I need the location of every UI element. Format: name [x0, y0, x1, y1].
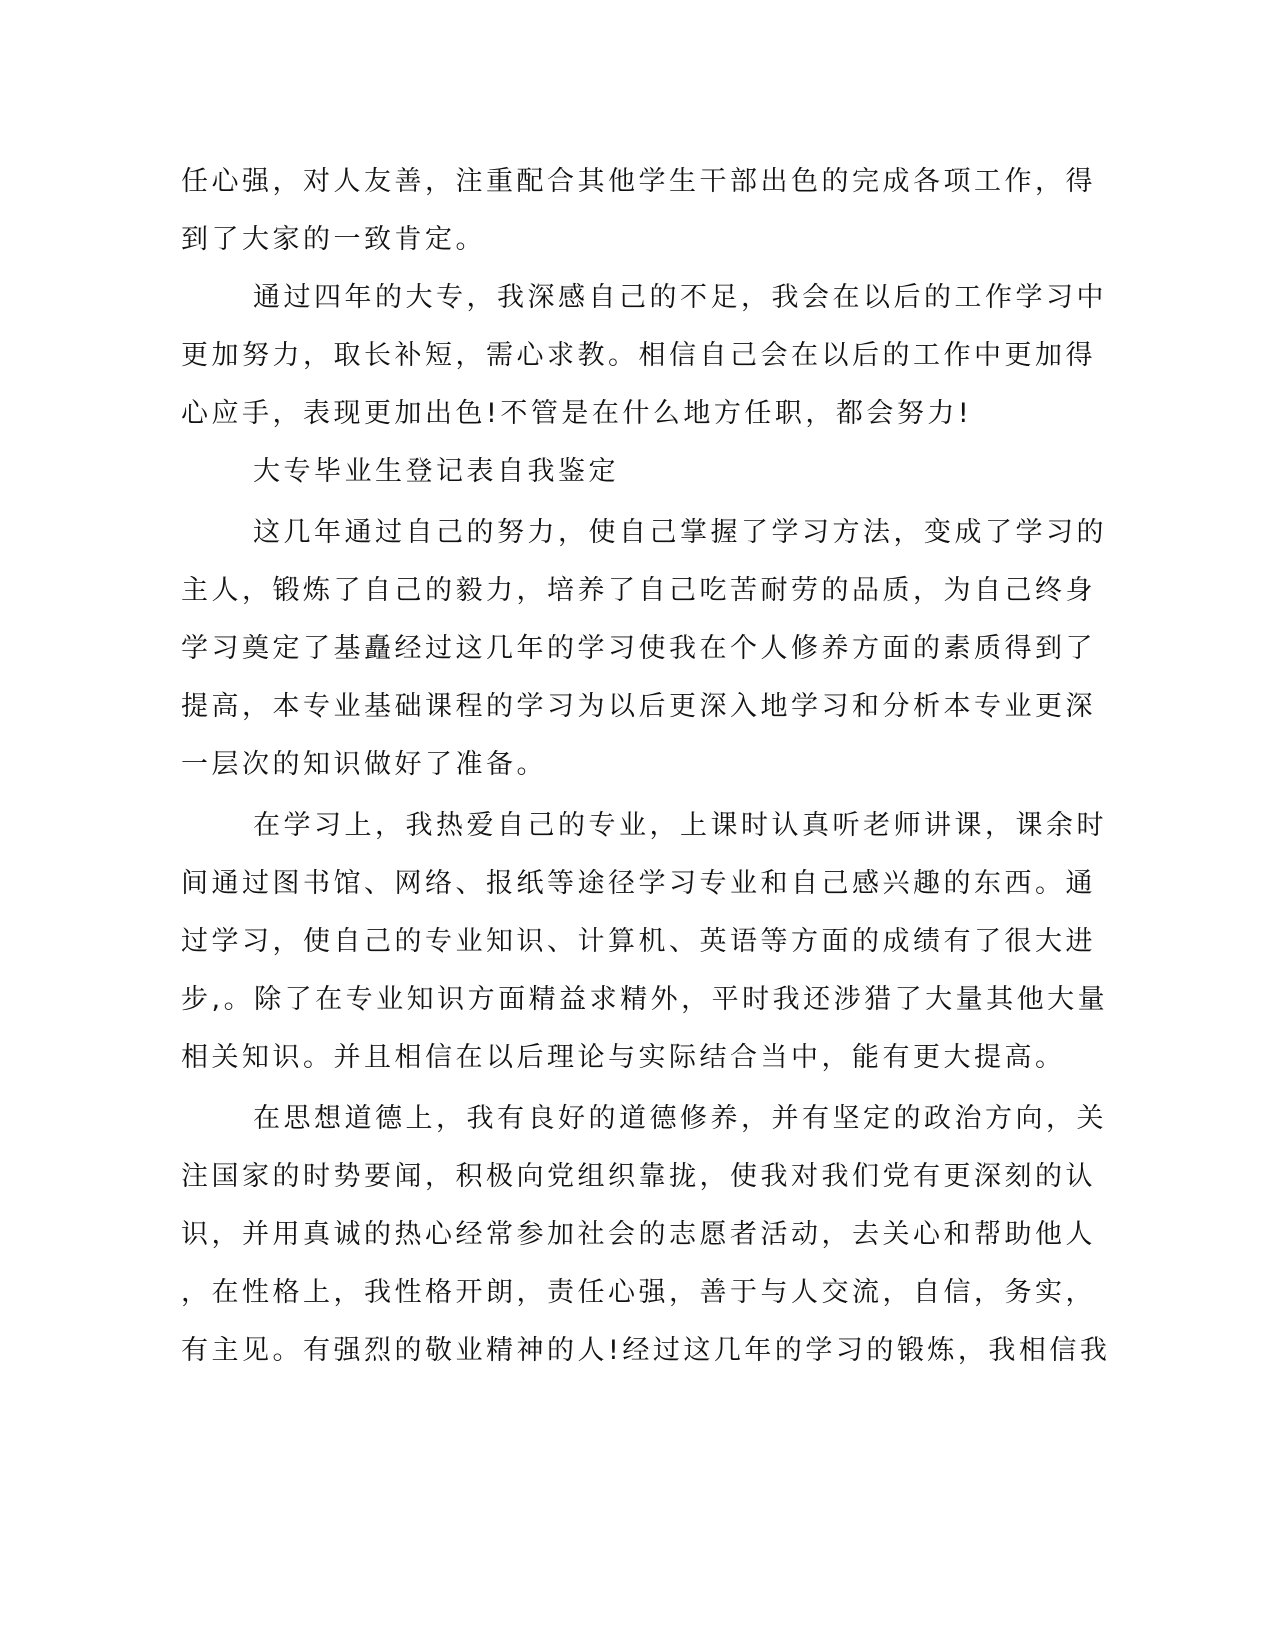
text-line: 过学习，使自己的专业知识、计算机、英语等方面的成绩有了很大进: [181, 926, 1096, 957]
text-line: 在思想道德上，我有良好的道德修养，并有坚定的政治方向，关: [253, 1103, 1107, 1134]
text-line: 主人，锻炼了自己的毅力，培养了自己吃苦耐劳的品质，为自己终身: [181, 575, 1096, 606]
text-line: 有主见。有强烈的敬业精神的人!经过这几年的学习的锻炼，我相信我: [181, 1335, 1111, 1366]
text-line: 识，并用真诚的热心经常参加社会的志愿者活动，去关心和帮助他人: [181, 1219, 1096, 1250]
text-line: ，在性格上，我性格开朗，责任心强，善于与人交流，自信，务实，: [181, 1277, 1096, 1308]
text-line: 间通过图书馆、网络、报纸等途径学习专业和自己感兴趣的东西。通: [181, 868, 1096, 899]
text-line: 学习奠定了基矗经过这几年的学习使我在个人修养方面的素质得到了: [181, 633, 1096, 664]
text-line: 任心强，对人友善，注重配合其他学生干部出色的完成各项工作，得: [181, 166, 1096, 197]
text-line: 心应手，表现更加出色!不管是在什么地方任职，都会努力!: [181, 398, 973, 429]
text-line: 在学习上，我热爱自己的专业，上课时认真听老师讲课，课余时: [253, 810, 1107, 841]
text-line: 提高，本专业基础课程的学习为以后更深入地学习和分析本专业更深: [181, 691, 1096, 722]
section-heading: 大专毕业生登记表自我鉴定: [253, 456, 619, 487]
text-line: 更加努力，取长补短，需心求教。相信自己会在以后的工作中更加得: [181, 340, 1096, 371]
text-line: 这几年通过自己的努力，使自己掌握了学习方法，变成了学习的: [253, 517, 1107, 548]
text-line: 一层次的知识做好了准备。: [181, 749, 547, 780]
text-line: 相关知识。并且相信在以后理论与实际结合当中，能有更大提高。: [181, 1042, 1066, 1073]
text-line: 注国家的时势要闻，积极向党组织靠拢，使我对我们党有更深刻的认: [181, 1161, 1096, 1192]
text-line: 步,。除了在专业知识方面精益求精外，平时我还涉猎了大量其他大量: [181, 984, 1109, 1015]
text-line: 通过四年的大专，我深感自己的不足，我会在以后的工作学习中: [253, 282, 1107, 313]
text-line: 到了大家的一致肯定。: [181, 224, 486, 255]
